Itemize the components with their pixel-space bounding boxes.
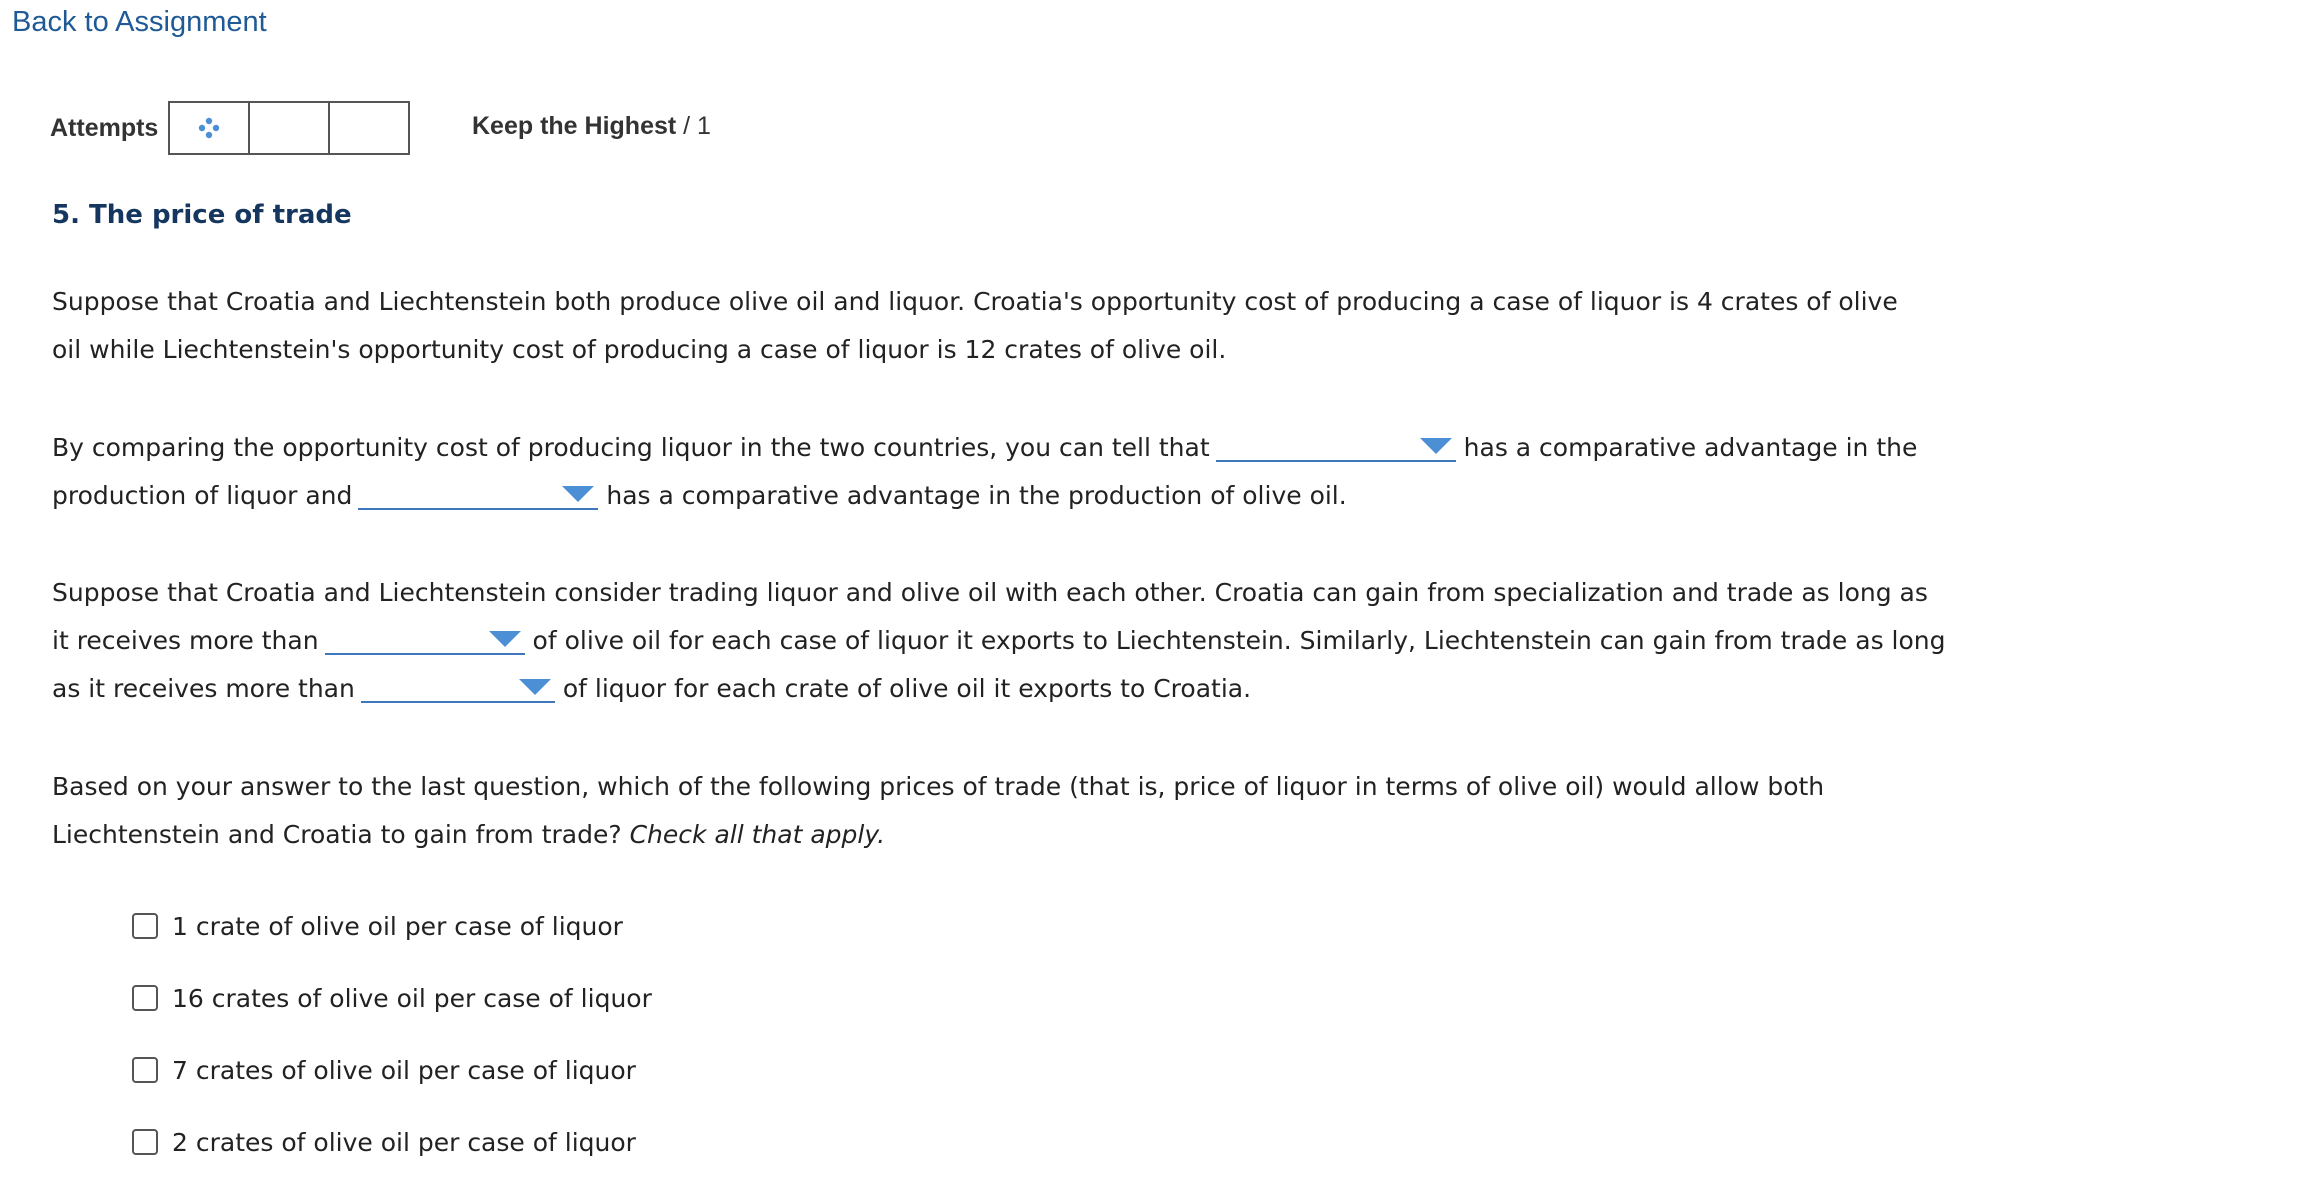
intro-paragraph bbox=[52, 278, 1932, 374]
option-label-2: 16 crates of olive oil per case of liquor bbox=[172, 983, 652, 1013]
dropdown-arrow-icon bbox=[489, 631, 521, 647]
keep-highest-label: Keep the Highest bbox=[472, 112, 677, 140]
option-label-1: 1 crate of olive oil per case of liquor bbox=[172, 911, 623, 941]
option-item-2[interactable] bbox=[132, 962, 652, 1034]
part2-paragraph bbox=[52, 569, 1952, 713]
part2-text-2: of olive oil for each case of liquor it exports to Liechtenstein. Similarly, Liechtenstein can gain from trade as long as it receives more than bbox=[52, 626, 1946, 703]
attempt-box-2 bbox=[248, 101, 330, 155]
option-label-4: 2 crates of olive oil per case of liquor bbox=[172, 1127, 636, 1157]
option-checkbox-4[interactable] bbox=[132, 1129, 158, 1155]
intro-text: Suppose that Croatia and Liechtenstein both produce olive oil and liquor. Croatia's opportunity cost of producing a case of liquor is 4 crates of olive oil while Liechtenstein's opportunity cost of producing a case of liquor is 12 crates of olive oil. bbox=[52, 287, 1898, 364]
price-options-list bbox=[132, 890, 652, 1178]
loading-dots-icon bbox=[197, 116, 221, 140]
attempt-box-1 bbox=[168, 101, 250, 155]
option-label-3: 7 crates of olive oil per case of liquor bbox=[172, 1055, 636, 1085]
score-suffix: / 1 bbox=[683, 112, 711, 140]
croatia-price-dropdown[interactable] bbox=[325, 625, 525, 655]
option-item-1[interactable] bbox=[132, 890, 652, 962]
dropdown-arrow-icon bbox=[1420, 438, 1452, 454]
part1-paragraph bbox=[52, 424, 1932, 520]
olive-oil-advantage-dropdown[interactable] bbox=[358, 480, 598, 510]
option-item-3[interactable] bbox=[132, 1034, 652, 1106]
part3-text: Based on your answer to the last question, which of the following prices of trade (that is, price of liquor in terms of olive oil) would allow both Liechtenstein and Croatia to gain from trade? bbox=[52, 772, 1825, 849]
option-checkbox-2[interactable] bbox=[132, 985, 158, 1011]
back-to-assignment-link[interactable]: Back to Assignment bbox=[12, 6, 267, 38]
option-checkbox-1[interactable] bbox=[132, 913, 158, 939]
question-title: 5. The price of trade bbox=[52, 200, 352, 230]
attempts-row bbox=[50, 100, 410, 156]
part1-text-1: By comparing the opportunity cost of producing liquor in the two countries, you can tell that bbox=[52, 433, 1210, 462]
attempt-box-3 bbox=[328, 101, 410, 155]
attempts-label: Attempts bbox=[50, 113, 159, 142]
option-checkbox-3[interactable] bbox=[132, 1057, 158, 1083]
part1-text-2: has a comparative advantage in the production of liquor and bbox=[52, 433, 1918, 510]
keep-highest-score bbox=[472, 112, 711, 141]
option-item-4[interactable] bbox=[132, 1106, 652, 1178]
part2-text-1: Suppose that Croatia and Liechtenstein consider trading liquor and olive oil with each other. Croatia can gain from specialization and trade as long as it receives more than bbox=[52, 578, 1928, 655]
check-all-instruction: Check all that apply. bbox=[629, 820, 886, 849]
part1-text-3: has a comparative advantage in the production of olive oil. bbox=[606, 481, 1347, 510]
dropdown-arrow-icon bbox=[519, 679, 551, 695]
part3-paragraph bbox=[52, 763, 1852, 859]
part2-text-3: of liquor for each crate of olive oil it exports to Croatia. bbox=[562, 674, 1252, 703]
dropdown-arrow-icon bbox=[562, 486, 594, 502]
liechtenstein-price-dropdown[interactable] bbox=[361, 673, 555, 703]
liquor-advantage-dropdown[interactable] bbox=[1216, 432, 1456, 462]
